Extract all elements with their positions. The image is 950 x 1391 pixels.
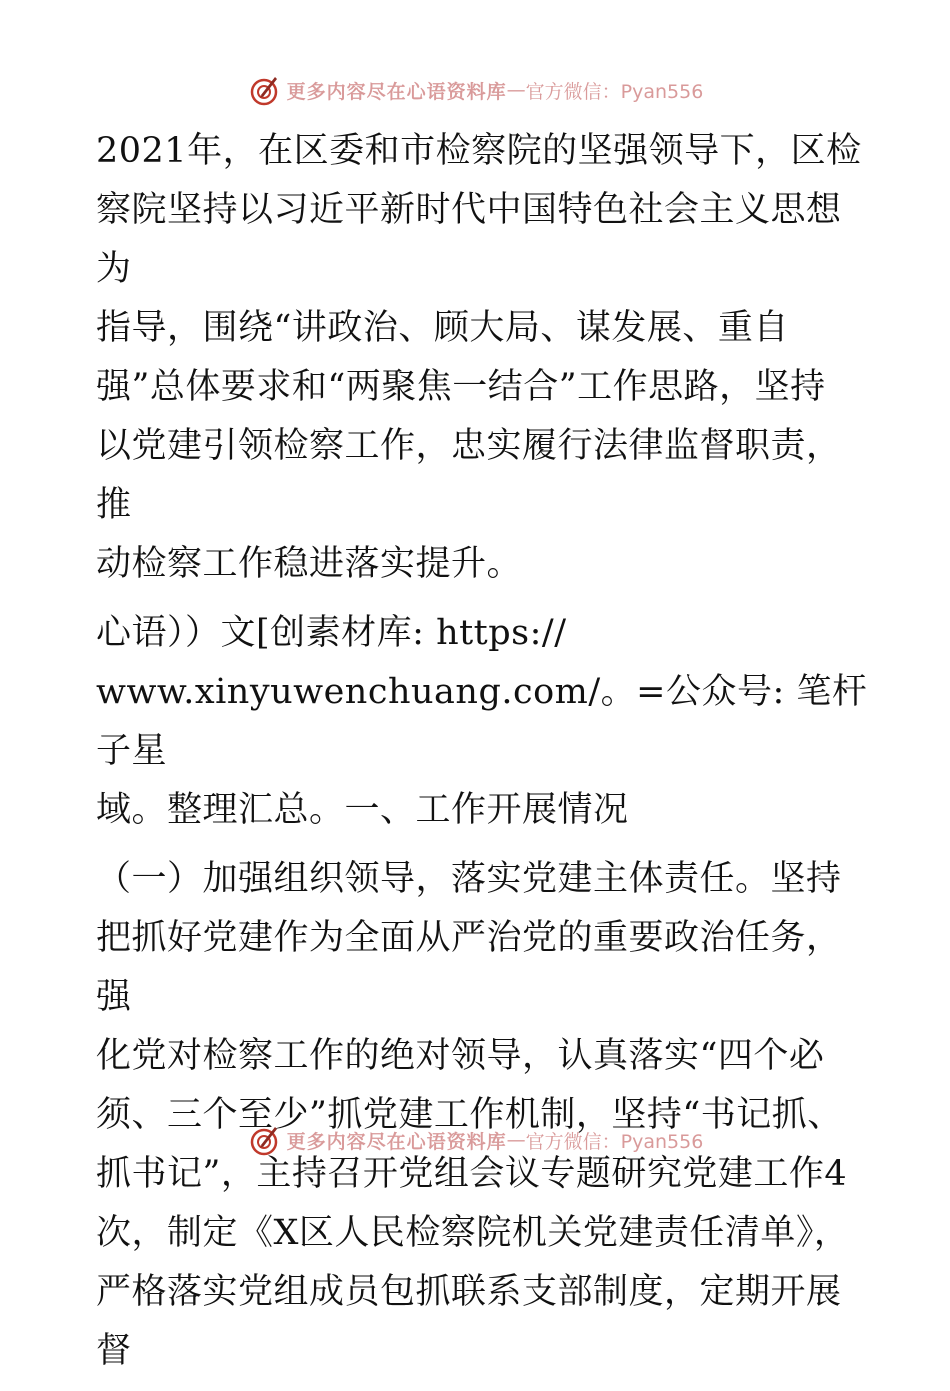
banner-wechat-text: 官方微信：Pyan556: [525, 1130, 704, 1153]
paragraph-intro: [96, 122, 876, 594]
header-watermark-banner: [0, 70, 950, 110]
paragraph-line: 把抓好党建作为全面从严治党的重要政治任务，强: [96, 918, 842, 1017]
banner-dash: —: [506, 1129, 526, 1151]
document-body: [96, 122, 876, 1391]
paragraph-line: 抓书记”，主持召开党组会议专题研究党建工作4: [96, 1154, 848, 1194]
paragraph-line: 强”总体要求和“两聚焦一结合”工作思路，坚持: [96, 367, 826, 407]
banner-wechat-text: 官方微信：Pyan556: [525, 80, 704, 103]
paragraph-line: 指导，围绕“讲政治、顾大局、谋发展、重自: [96, 308, 789, 348]
paragraph-line: 化党对检察工作的绝对领导，认真落实“四个必: [96, 1036, 825, 1076]
paragraph-line: 察院坚持以习近平新时代中国特色社会主义思想为: [96, 190, 842, 289]
paragraph-line: 心语））文[创素材库: https://: [96, 613, 567, 653]
paragraph-source: [96, 604, 876, 840]
paragraph-section-one: [96, 850, 876, 1381]
quill-logo-icon: [247, 1123, 281, 1157]
paragraph-line: （一）加强组织领导，落实党建主体责任。坚持: [96, 859, 842, 899]
banner-dash: —: [506, 79, 526, 101]
paragraph-line: 严格落实党组成员包抓联系支部制度，定期开展督: [96, 1272, 842, 1371]
paragraph-line: 域。整理汇总。一、工作开展情况: [96, 790, 629, 830]
paragraph-line: www.xinyuwenchuang.com/。=公众号: 笔杆子星: [96, 672, 868, 771]
quill-logo-icon: [247, 73, 281, 107]
paragraph-line: 以党建引领检察工作，忠实履行法律监督职责，推: [96, 426, 842, 525]
banner-main-text: 更多内容尽在心语资料库: [286, 80, 507, 103]
paragraph-line: 须、三个至少”抓党建工作机制，坚持“书记抓、: [96, 1095, 843, 1135]
paragraph-line: 2021年，在区委和市检察院的坚强领导下，区检: [96, 131, 862, 171]
paragraph-line: 次，制定《X区人民检察院机关党建责任清单》，: [96, 1213, 850, 1253]
banner-main-text: 更多内容尽在心语资料库: [286, 1130, 507, 1153]
footer-watermark-banner: [0, 1120, 950, 1160]
paragraph-line: 动检察工作稳进落实提升。: [96, 544, 523, 584]
